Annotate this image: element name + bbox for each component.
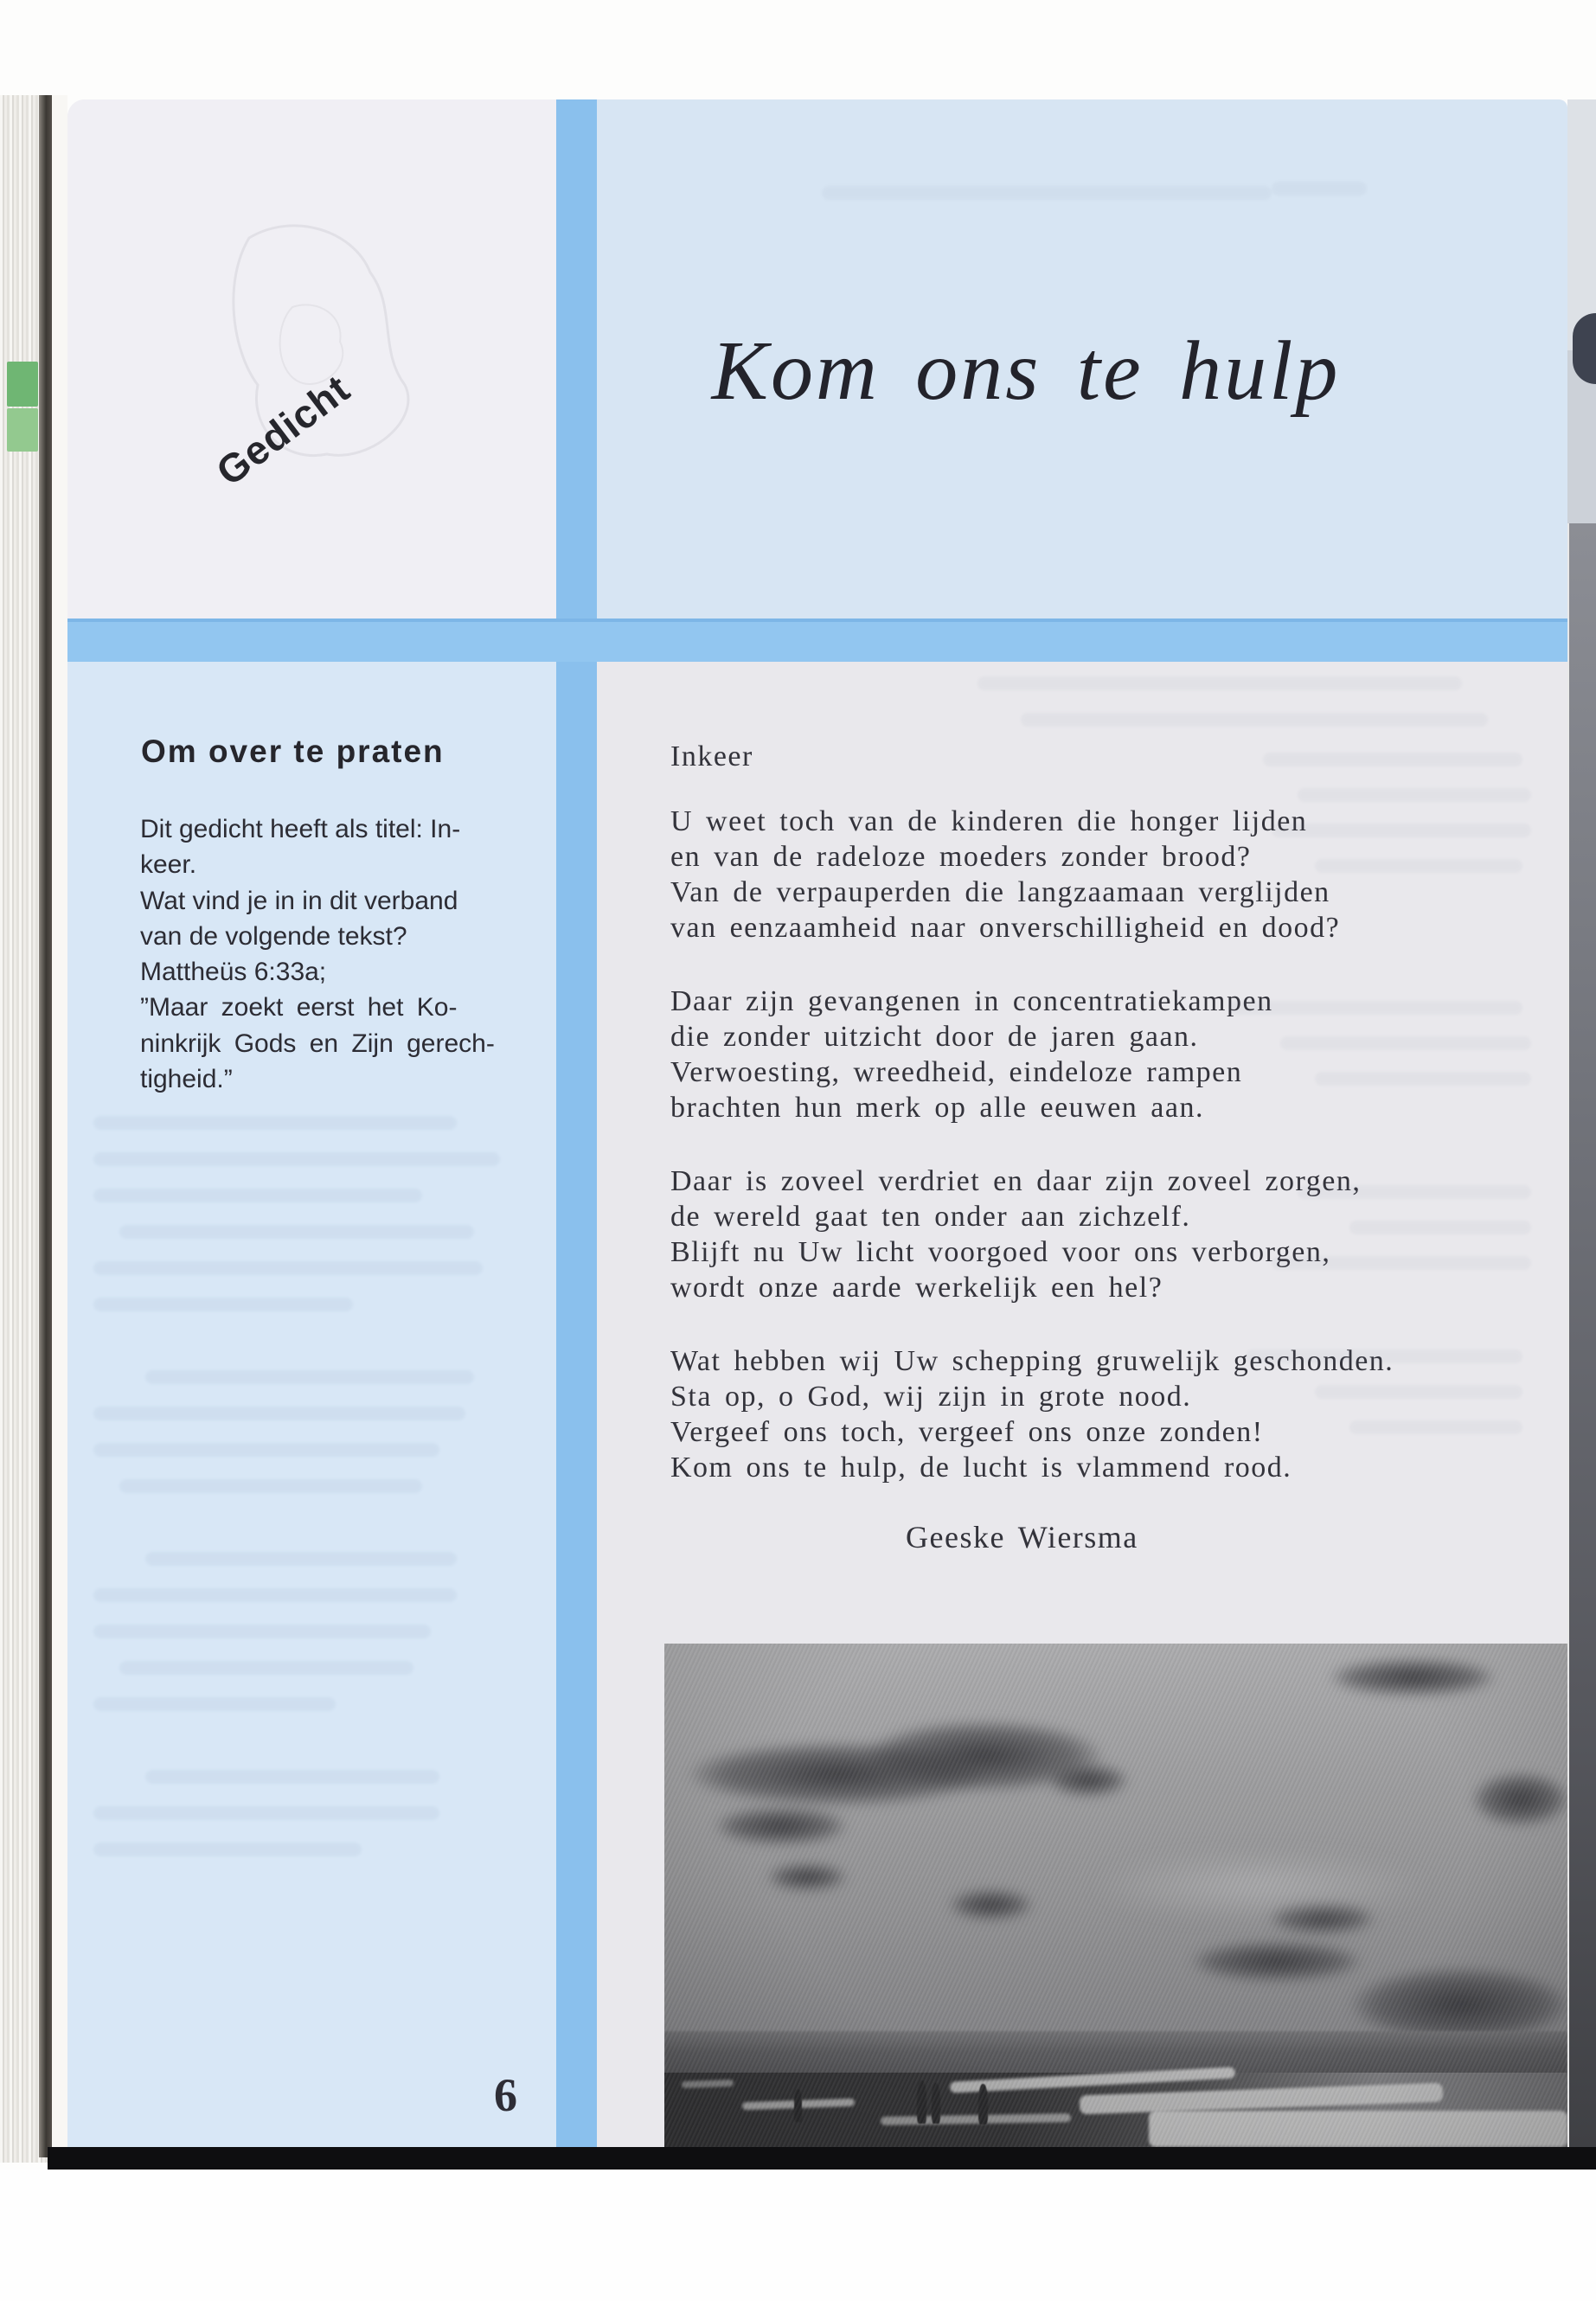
sidebar-line: Mattheüs 6:33a; <box>140 958 327 987</box>
horizontal-blue-band <box>67 619 1567 662</box>
poem-line: van eenzaamheid naar onverschilligheid en dood? <box>670 912 1341 944</box>
bleed-through-line <box>93 1625 431 1638</box>
poem-line: U weet toch van de kinderen die honger lijden <box>670 805 1308 837</box>
poem-line: en van de radeloze moeders zonder brood? <box>670 841 1252 873</box>
vertical-blue-stripe <box>556 99 597 2147</box>
bleed-through-line <box>1315 859 1522 873</box>
bleed-through-line <box>1298 1185 1531 1199</box>
green-page-marker <box>7 408 38 452</box>
poem-line: wordt onze aarde werkelijk een hel? <box>670 1272 1163 1304</box>
poem-line: Sta op, o God, wij zijn in grote nood. <box>670 1381 1192 1413</box>
poem-line: de wereld gaat ten onder aan zichzelf. <box>670 1201 1191 1233</box>
bleed-through-line <box>145 1552 457 1566</box>
bleed-through-line <box>1315 1072 1531 1086</box>
bleed-through-line <box>93 1261 483 1275</box>
poem-line: Blijft nu Uw licht voorgoed voor ons verborgen, <box>670 1236 1331 1268</box>
bleed-through-line <box>93 1443 439 1457</box>
sidebar-line: van de volgende tekst? <box>140 921 407 951</box>
poem-line: die zonder uitzicht door de jaren gaan. <box>670 1021 1199 1053</box>
poem-author: Geeske Wiersma <box>906 1520 1138 1554</box>
poem-line: Wat hebben wij Uw schepping gruwelijk geschonden. <box>670 1345 1394 1377</box>
poem-line: Vergeef ons toch, vergeef ons onze zonden! <box>670 1416 1264 1448</box>
poem-stanza <box>670 1343 1544 1485</box>
bleed-through-line <box>93 1189 422 1202</box>
poem-line: Daar is zoveel verdriet en daar zijn zoveel zorgen, <box>670 1165 1362 1197</box>
bleed-through-line <box>119 1225 474 1239</box>
sidebar-line: tigheid.” <box>140 1065 233 1094</box>
bleed-through-line <box>1263 753 1522 766</box>
poem-line: Daar zijn gevangenen in concentratiekampen <box>670 985 1273 1017</box>
bleed-through-line <box>1272 824 1531 837</box>
photo-vignette <box>664 1644 1567 2147</box>
chapter-label: Gedicht <box>208 365 358 495</box>
scan-background <box>0 2170 1596 2301</box>
bleed-through-line <box>977 676 1462 690</box>
poem-line: Verwoesting, wreedheid, eindeloze rampen <box>670 1056 1243 1088</box>
book-bottom-edge <box>48 2147 1596 2170</box>
bleed-through-line <box>1280 1036 1531 1050</box>
green-page-marker <box>7 362 38 407</box>
sidebar-text <box>140 811 512 1097</box>
adjacent-page-dark-edge <box>1567 523 1596 2147</box>
page-title: Kom ons te hulp <box>711 324 1341 418</box>
bleed-through-line <box>1349 1221 1531 1234</box>
bleed-through-line <box>93 1116 457 1130</box>
sidebar-line: keer. <box>140 850 197 880</box>
poem-title: Inkeer <box>670 740 753 772</box>
bleed-through-line <box>1272 1256 1531 1270</box>
bleed-through-line <box>145 1370 474 1384</box>
bleed-through-line <box>1272 182 1367 195</box>
bleed-through-line <box>93 1152 500 1166</box>
page-edge-notch <box>1573 313 1596 384</box>
bleed-through-line <box>93 1407 465 1420</box>
bleed-through-line <box>1315 1385 1522 1399</box>
poem-line: Kom ons te hulp, de lucht is vlammend rood. <box>670 1452 1292 1484</box>
bleed-through-line <box>1021 713 1488 727</box>
bleed-through-line <box>1246 1349 1522 1363</box>
sidebar-line: ninkrijk Gods en Zijn gerech- <box>140 1029 495 1058</box>
sidebar-line: Wat vind je in in dit verband <box>140 886 458 915</box>
bleed-through-line <box>119 1479 422 1493</box>
sidebar-heading: Om over te praten <box>141 734 445 769</box>
bleed-through-line <box>93 1588 457 1602</box>
bleed-through-line <box>93 1298 353 1311</box>
bleed-through-line <box>145 1770 439 1784</box>
page-edge-highlight <box>52 95 67 2157</box>
bleed-through-line <box>1349 1420 1522 1434</box>
bleed-through-line <box>93 1843 362 1856</box>
bleed-through-line <box>822 186 1272 200</box>
bleed-through-line <box>93 1697 336 1711</box>
bleed-through-line <box>1298 788 1531 802</box>
book-spine-shadow <box>39 95 52 2157</box>
book-page <box>67 99 1567 2147</box>
page-number: 6 <box>494 2069 517 2121</box>
sidebar-line: Dit gedicht heeft als titel: In- <box>140 815 461 843</box>
bleed-through-line <box>1228 1001 1522 1015</box>
bleed-through-line <box>93 1806 439 1820</box>
bleed-through-line <box>119 1661 413 1675</box>
poem-line: Van de verpauperden die langzaamaan verglijden <box>670 876 1330 908</box>
beach-photo <box>664 1644 1567 2147</box>
poem-line: brachten hun merk op alle eeuwen aan. <box>670 1092 1204 1124</box>
sidebar-line: ”Maar zoekt eerst het Ko- <box>140 993 458 1022</box>
